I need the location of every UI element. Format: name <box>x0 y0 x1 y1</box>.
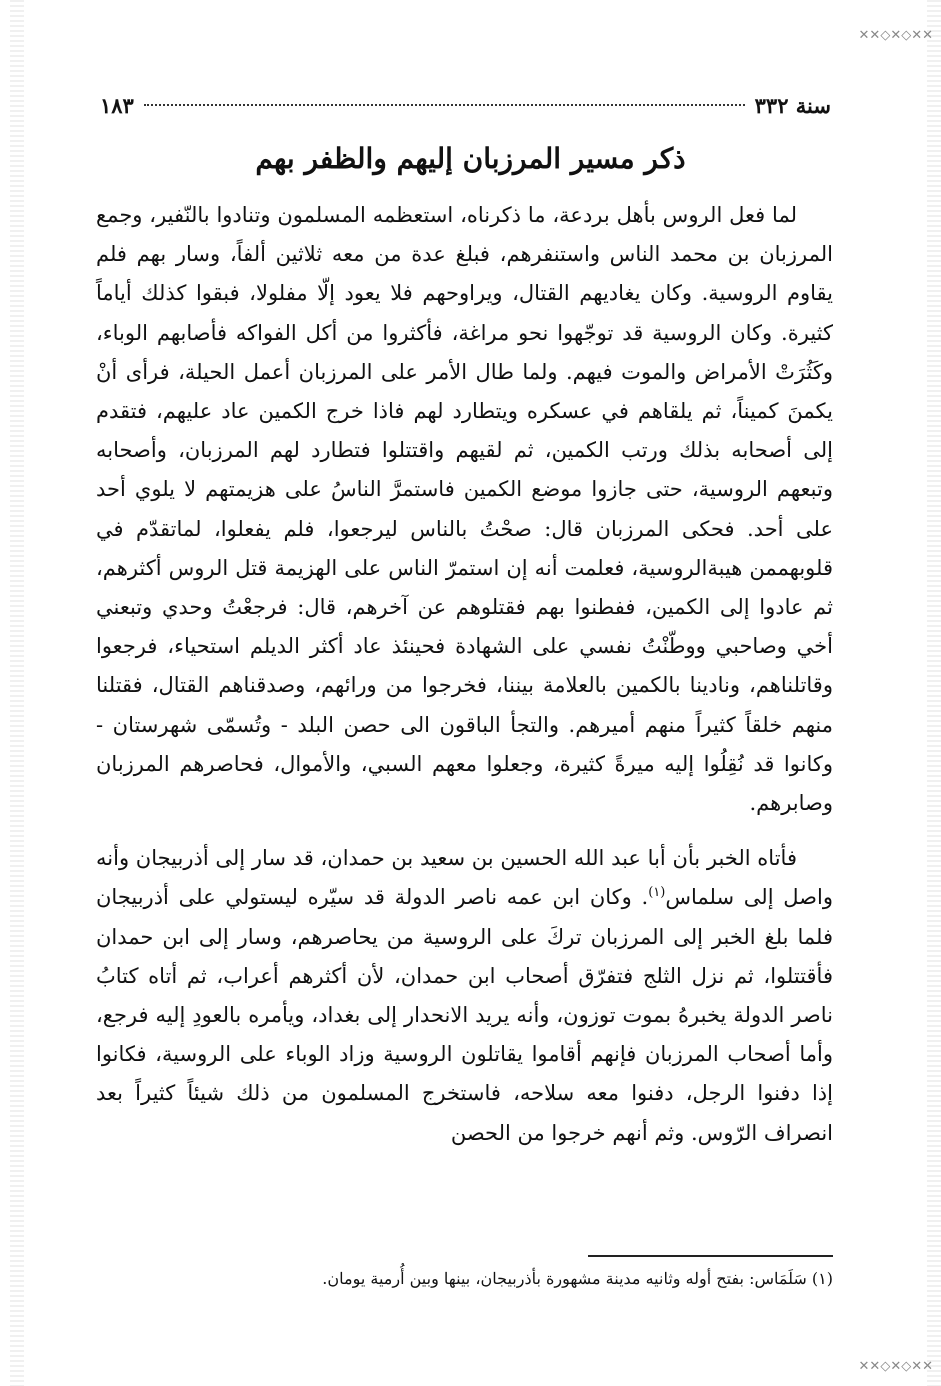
header-dot-leader <box>144 104 745 106</box>
ornament-bottom: ✕✕◇✕◇✕✕ <box>858 1359 933 1374</box>
footnote-separator <box>588 1255 833 1257</box>
paragraph-2-text-a: فأتاه الخبر بأن أبا عبد الله الحسين بن سعيد بن حمدان، قد سار إلى أذربيجان وأنه واصل إلى سلماس <box>96 846 833 910</box>
paragraph-1: لما فعل الروس بأهل بردعة، ما ذكرناه، استعظمه المسلمون وتنادوا بالنّفير، وجمع المرزبان بن محمد الناس واستنفرهم، فبلغ عدة من معه ثلاثين ألفاً، وسار بهم فلم يقاوم الروسية. وكان يغاديهم القتال، ويراوحهم فلا يعود إلّا مفلولا، فبقوا كذلك أياماً كثيرة. وكان الروسية قد توجّهوا نحو مراغة، فأكثروا من أكل الفواكه فأصابهم الوباء، وكَثُرَتْ الأمراض والموت فيهم. ولما طال الأمر على المرزبان أعمل الحيلة، فرأى أنْ يكمنَ كميناً، ثم يلقاهم في عسكره ويتطارد لهم فاذا خرج الكمين عاد عليهم، فتقدم إلى أصحابه بذلك ورتب الكمين، ثم لقيهم واقتتلوا فتطارد لهم المرزبان، وأصحابه وتبعهم الروسية، حتى جازوا موضع الكمين فاستمرَّ الناسُ على هزيمتهم لا يلوي أحد على أحد. فحكى المرزبان قال: صحْتُ بالناس ليرجعوا، فلم يفعلوا، لماتقدّم في قلوبهممن هيبةالروسية، فعلمت أنه إن استمرّ الناس على الهزيمة قتل الروس أكثرهم، ثم عادوا إلى الكمين، ففطنوا بهم فقتلوهم عن آخرهم، قال: فرجعْتُ وحدي وتبعني أخي وصاحبي ووطّنْتُ نفسي على الشهادة فحينئذ عاد أكثر الديلم استحياء، فرجعوا وقاتلناهم، ونادينا بالكمين بالعلامة بيننا، فخرجوا من ورائهم، وصدقناهم القتال، فقتلنا منهم خلقاً كثيراً منهم أميرهم. والتجأ الباقون الى حصن البلد - وتُسمّى شهرستان - وكانوا قد نُقِلُوا إليه ميرةً كثيرة، وجعلوا معهم السبي، والأموال، فحاصرهم المرزبان وصابرهم. <box>96 203 833 816</box>
paragraph-2 <box>96 839 833 1153</box>
page-number: ١٨٣ <box>100 92 134 118</box>
running-header <box>100 88 831 122</box>
header-year: سنة ٣٣٢ <box>754 92 831 118</box>
page-edge-right <box>927 0 941 1386</box>
page-edge-left <box>10 0 24 1386</box>
ornament-top: ✕✕◇✕◇✕✕ <box>858 28 933 43</box>
main-text <box>96 196 833 1153</box>
footnote-marker: (١) <box>648 885 666 901</box>
paragraph-2-text-b: . وكان ابن عمه ناصر الدولة قد سيّره ليستولي على أذربيجان فلما بلغ الخبر إلى المرزبان تركَ على الروسية من يحاصرهم، وسار إلى ابن حمدان فأقتتلوا، ثم نزل الثلج فتفرّق أصحاب ابن حمدان، لأن أكثرهم أعراب، ثم أتاه كتابُ ناصر الدولة يخبرهُ بموت توزون، وأنه يريد الانحدار إلى بغداد، ويأمره بالعودِ إليه فرجع، وأما أصحاب المرزبان فإنهم أقاموا يقاتلون الروسية وزاد الوباء على الروسية، فكانوا إذا دفنوا الرجل، دفنوا معه سلاحه، فاستخرج المسلمون من ذلك شيئاً كثيراً بعد انصراف الرّوس. وثم أنهم خرجوا من الحصن <box>96 885 833 1145</box>
section-title: ذكر مسير المرزبان إليهم والظفر بهم <box>255 142 686 175</box>
footnote: (١) سَلَمَاس: بفتح أوله وثانيه مدينة مشهورة بأذربيجان، بينها وبين أُرمية يومان. <box>322 1269 833 1288</box>
